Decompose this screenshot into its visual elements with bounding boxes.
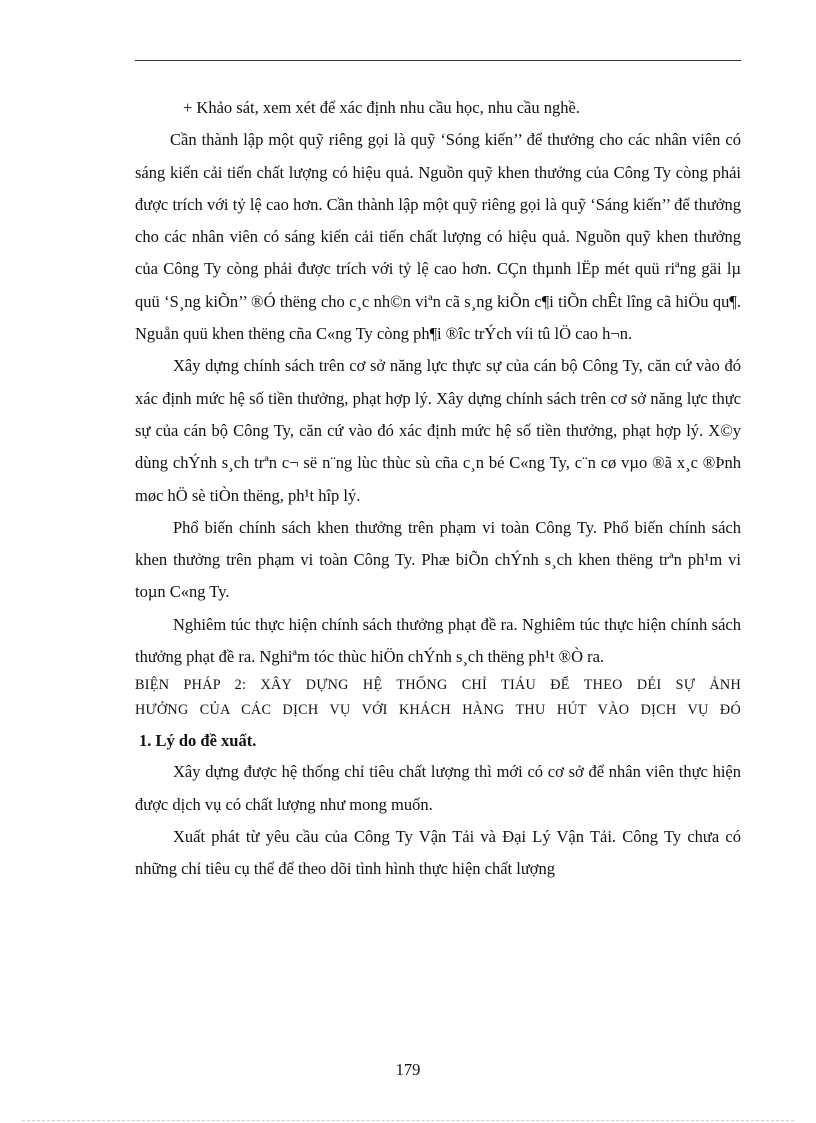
bullet-paragraph: + Khảo sát, xem xét để xác định nhu cầu học, nhu cầu nghề. (183, 98, 580, 117)
body-paragraph: Phổ biến chính sách khen thưởng trên phạm vi toàn Công Ty. Phổ biến chính sách khen thưởng trên phạm vi toàn Công Ty. Phæ biÕn chÝnh s¸ch khen thëng trªn ph¹m vi toµn C«ng Ty. (135, 517, 741, 602)
body-paragraph: Xây dựng được hệ thống chỉ tiêu chất lượng thì mới có cơ sở để nhân viên thực hiện được dịch vụ có chất lượng như mong muốn. (135, 762, 741, 814)
header-rule (135, 60, 741, 61)
body-paragraph: Xuất phát từ yêu cầu của Công Ty Vận Tải và Đại Lý Vận Tải. Công Ty chưa có những chỉ tiêu cụ thể để theo dõi tình hình thực hiện chất lượng (135, 826, 741, 879)
section-title: 1. Lý do đề xuất. (139, 731, 257, 751)
body-paragraph: Cần thành lập một quỹ riêng gọi là quỹ ‘Sóng kiến’’ để thưởng cho các nhân viên có sáng kiến cải tiến chất lượng có hiệu quả. Nguồn quỹ khen thưởng của Công Ty còng phải được trích với tỷ lệ cao hơn. Cần thành lập một quỹ riêng gọi là quỹ ‘Sáng kiến’’ để thưởng cho các nhân viên có sáng kiến cải tiến chất lượng có hiệu quả. Nguồn quỹ khen thưởng của Công Ty còng phải được trích với tỷ lệ cao hơn. CÇn thµnh lËp mét quü riªng gäi lµ quü ‘S¸ng kiÕn’’ ®Ó thëng cho c¸c nh©n viªn cã s¸ng kiÕn c¶i tiÕn chÊt lîng cã hiÖu qu¶. Nguån quü khen thëng cña C«ng Ty còng ph¶i ®îc trÝch víi tû lÖ cao h¬n. (135, 130, 741, 344)
measure-heading-line: HƯỞNG CỦA CÁC DỊCH VỤ VỚI KHÁCH HÀNG THU HÚT VÀO DỊCH VỤ ĐÓ (135, 702, 741, 719)
measure-heading (135, 673, 741, 723)
body-paragraph: Nghiêm túc thực hiện chính sách thưởng phạt đề ra. Nghiêm túc thực hiện chính sách thưởng phạt đề ra. Nghiªm tóc thùc hiÖn chÝnh s¸ch thëng ph¹t ®Ò ra. (135, 614, 741, 667)
page-edge-divider (22, 1120, 794, 1121)
measure-heading-line: BIỆN PHÁP 2: XÂY DỰNG HỆ THỐNG CHỈ TIÁU ĐỂ THEO DÉI SỰ ẢNH (135, 677, 741, 694)
page-number: 179 (395, 1060, 421, 1079)
body-paragraph: Xây dựng chính sách trên cơ sở năng lực thực sự của cán bộ Công Ty, căn cứ vào đó xác định mức hệ số tiền thưởng, phạt hợp lý. Xây dựng chính sách trên cơ sở năng lực thực sự của cán bộ Công Ty, căn cứ vào đó xác định mức hệ số tiền thưởng, phạt hợp lý. X©y dùng chÝnh s¸ch trªn c¬ së n¨ng lùc thùc sù cña c¸n bé C«ng Ty, c¨n cø vµo ®ã x¸c ®Þnh møc hÖ sè tiÒn thëng, ph¹t hîp lý. (135, 356, 741, 505)
document-body (135, 92, 741, 886)
